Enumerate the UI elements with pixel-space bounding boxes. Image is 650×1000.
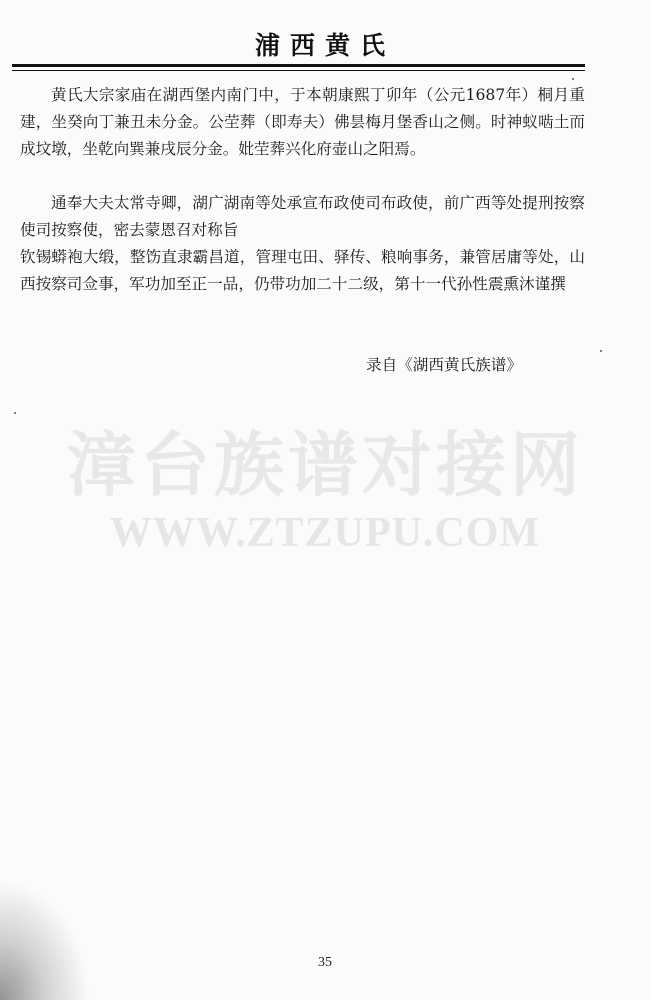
watermark-chinese: 漳台族谱对接网 <box>66 424 584 506</box>
scan-speck <box>572 78 574 80</box>
scan-shadow-corner <box>0 880 90 1000</box>
paragraph-author-titles: 通奉大夫太常寺卿，湖广湖南等处承宣布政使司布政使，前广西等处提刑按察使司按察使，密去蒙恩召对称旨 <box>20 194 585 239</box>
header-rule-thin <box>12 70 585 71</box>
page-number: 35 <box>318 955 332 970</box>
scan-speck <box>600 350 602 352</box>
header-rule-thick <box>12 64 585 67</box>
source-citation: 录自《湖西黄氏族谱》 <box>366 356 522 374</box>
watermark-url: WWW.ZTZUPU.COM <box>109 510 541 556</box>
running-header-title: 浦西黄氏 <box>254 31 395 60</box>
scan-speck <box>14 412 16 414</box>
paragraph-family-temple: 黄氏大宗家庙在湖西堡内南门中，于本朝康熙丁卯年（公元1687年）桐月重建，坐癸向丁兼丑未分金。公茔葬（即寿夫）佛昙梅月堡香山之侧。时神蚁啮土而成坟墩，坐乾向巽兼戌辰分金。妣茔葬兴化府壶山之阳焉。 <box>20 86 585 158</box>
paragraph-author-titles-continued: 钦锡蟒袍大缎，整饬直隶霸昌道，管理屯田、驿传、粮响事务，兼管居庸等处，山西按察司佥事，军功加至正一品，仍带功加二十二级，第十一代孙性震熏沐谨撰 <box>20 248 585 293</box>
